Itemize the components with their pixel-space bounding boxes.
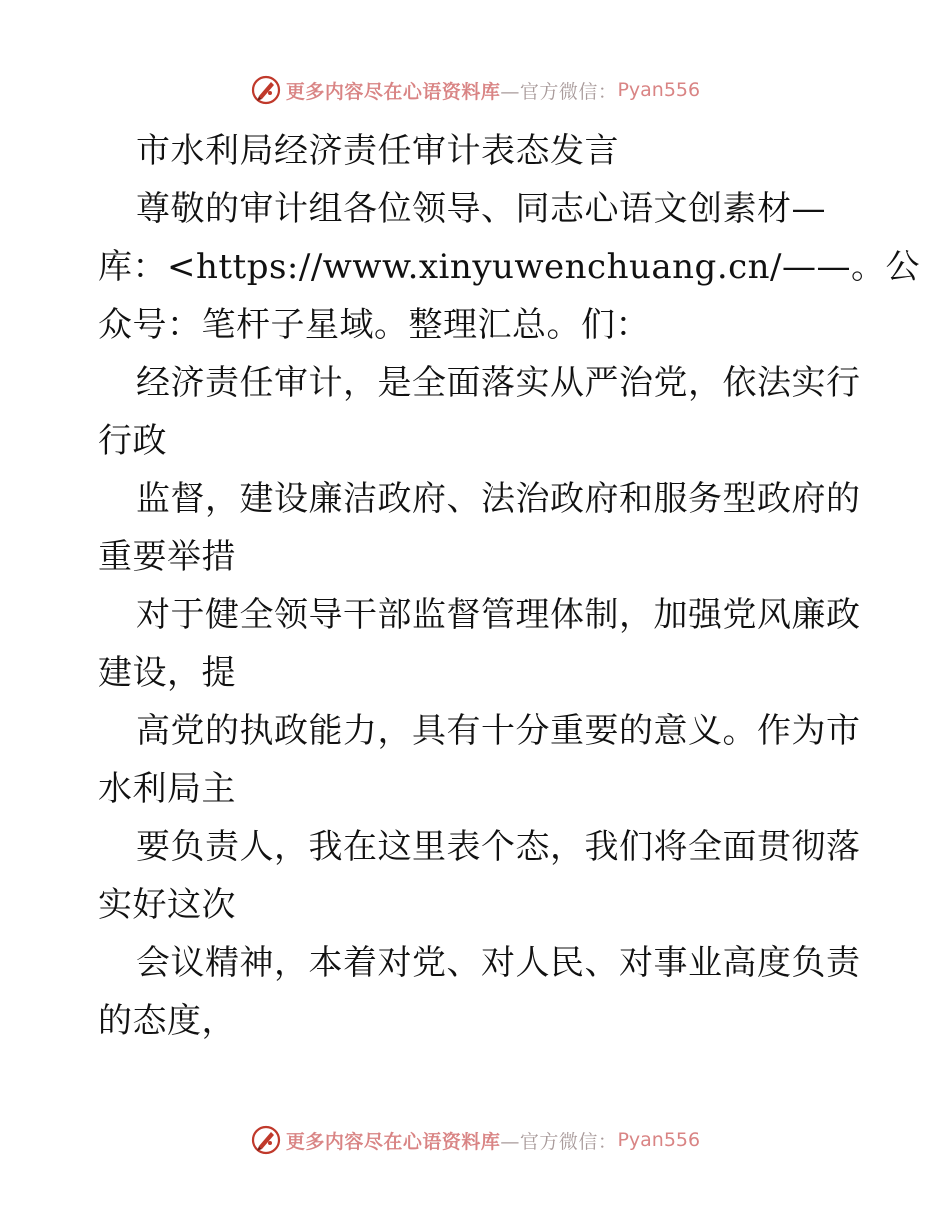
salutation-line: 尊敬的审计组各位领导、同志心语文创素材— (136, 189, 826, 229)
watermark-text: 更多内容尽在心语资料库 (285, 80, 501, 103)
watermark-separator: —官方微信： (500, 80, 618, 103)
text-line: 经济责任审计，是全面落实从严治党，依法实行 (136, 363, 861, 403)
text-line: 重要举措 (98, 537, 236, 577)
watermark-wechat-id: Pyan556 (617, 1129, 701, 1151)
pen-logo-icon (250, 74, 282, 106)
text-line: 建设，提 (98, 653, 236, 693)
text-line: 实好这次 (98, 885, 236, 925)
text-line: 监督，建设廉洁政府、法治政府和服务型政府的 (136, 479, 861, 519)
watermark-text: 更多内容尽在心语资料库 (285, 1130, 501, 1153)
text-line: 要负责人，我在这里表个态，我们将全面贯彻落 (136, 827, 861, 867)
text-line: 水利局主 (98, 769, 236, 809)
source-url-line (98, 238, 921, 296)
document-body (98, 122, 921, 1050)
text-line: 众号：笔杆子星域。整理汇总。们： (98, 305, 650, 345)
header-watermark-banner (0, 70, 950, 110)
footer-watermark-banner (0, 1120, 950, 1160)
text-line: 对于健全领导干部监督管理体制，加强党风廉政 (136, 595, 861, 635)
text-line: 会议精神，本着对党、对人民、对事业高度负责 (136, 943, 861, 983)
pen-logo-icon (250, 1124, 282, 1156)
text-line: 行政 (98, 421, 167, 461)
source-url-text: 库：<https://www.xinyuwenchuang.cn/——。公 (98, 247, 921, 287)
document-title: 市水利局经济责任审计表态发言 (136, 131, 619, 171)
text-line: 高党的执政能力，具有十分重要的意义。作为市 (136, 711, 861, 751)
watermark-wechat-id: Pyan556 (617, 79, 701, 101)
text-line: 的态度， (98, 1001, 236, 1041)
watermark-separator: —官方微信： (500, 1130, 618, 1153)
